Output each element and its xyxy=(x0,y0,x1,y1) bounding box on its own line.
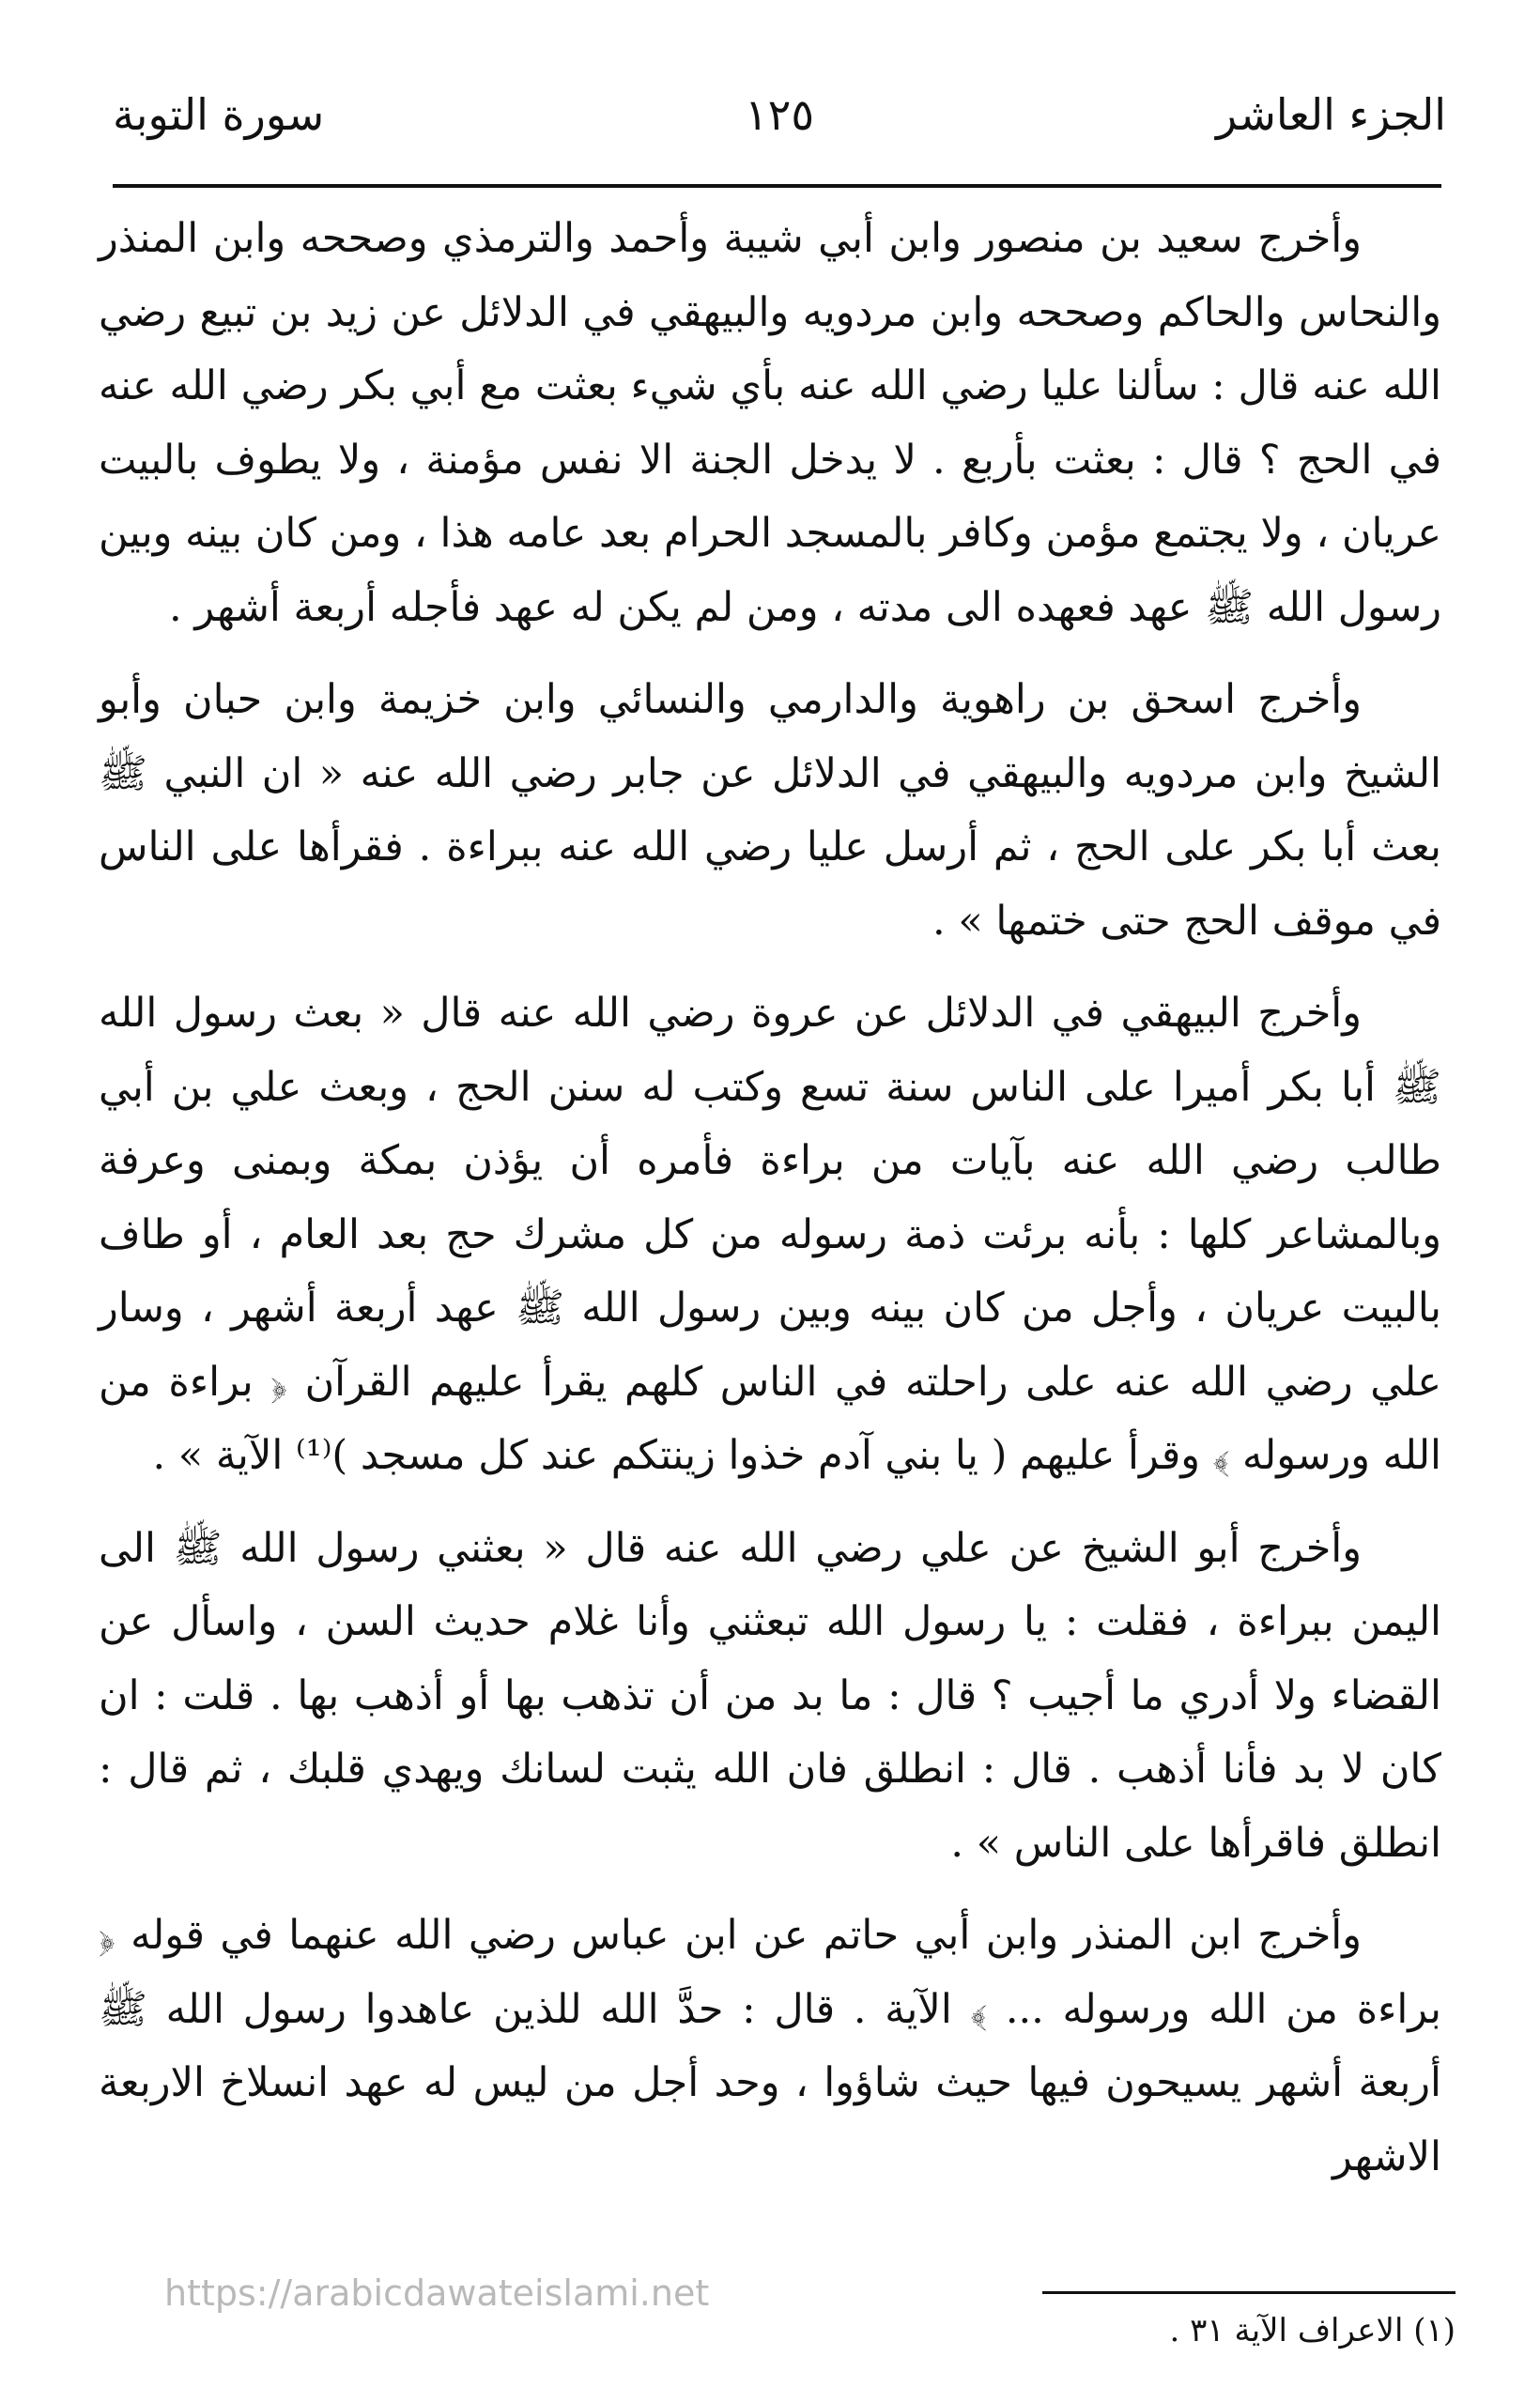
paragraph: وأخرج سعيد بن منصور وابن أبي شيبة وأحمد والترمذي وصححه وابن المنذر والنحاس والحاكم وصححه وابن مردويه والبيهقي في الدلائل عن زيد بن تبيع رضي الله عنه قال : سألنا عليا رضي الله عنه بأي شيء بعثت مع أبي بكر رضي الله عنه في الحج ؟ قال : بعثت بأربع . لا يدخل الجنة الا نفس مؤمنة ، ولا يطوف بالبيت عريان ، ولا يجتمع مؤمن وكافر بالمسجد الحرام بعد عامه هذا ، ومن كان بينه وبين رسول الله ﷺ عهد فعهده الى مدته ، ومن لم يكن له عهد فأجله أربعة أشهر . xyxy=(99,215,1441,631)
page-number: ١٢٥ xyxy=(744,89,815,140)
paragraph: وأخرج أبو الشيخ عن علي رضي الله عنه قال « بعثني رسول الله ﷺ الى اليمن ببراءة ، فقلت : يا رسول الله تبعثني وأنا غلام حديث السن ، واسأل عن القضاء ولا أدري ما أجيب ؟ قال : ما بد من أن تذهب بها أو أذهب بها . قلت : ان كان لا بد فأنا أذهب . قال : انطلق فان الله يثبت لسانك ويهدي قلبك ، ثم قال : انطلق فاقرأها على الناس » . xyxy=(99,1524,1441,1867)
surah-title: سورة التوبة xyxy=(113,89,325,140)
paragraph: وأخرج البيهقي في الدلائل عن عروة رضي الله عنه قال « بعث رسول الله ﷺ أبا بكر أميرا على الناس سنة تسع وكتب له سنن الحج ، وبعث علي بن أبي طالب رضي الله عنه بآيات من براءة فأمره أن يؤذن بمكة وبمنى وعرفة وبالمشاعر كلها : بأنه برئت ذمة رسوله من كل مشرك حج بعد العام ، أو طاف بالبيت عريان ، وأجل من كان بينه وبين رسول الله ﷺ عهد أربعة أشهر ، وسار علي رضي الله عنه على راحلته في الناس كلهم يقرأ عليهم القرآن ﴿ براءة من الله ورسوله ﴾ وقرأ عليهم ( يا بني آدم خذوا زينتكم عند كل مسجد )⁽¹⁾ الآية » . xyxy=(99,990,1441,1479)
main-text xyxy=(99,202,1441,2212)
header-divider xyxy=(113,184,1441,188)
page-header xyxy=(113,89,1446,174)
watermark-url: https://arabicdawateislami.net xyxy=(164,2272,710,2314)
paragraph: وأخرج اسحق بن راهوية والدارمي والنسائي وابن خزيمة وابن حبان وأبو الشيخ وابن مردويه والبيهقي في الدلائل عن جابر رضي الله عنه « ان النبي ﷺ بعث أبا بكر على الحج ، ثم أرسل عليا رضي الله عنه ببراءة . فقرأها على الناس في موقف الحج حتى ختمها » . xyxy=(99,676,1441,945)
paragraph: وأخرج ابن المنذر وابن أبي حاتم عن ابن عباس رضي الله عنهما في قوله ﴿ براءة من الله ورسوله ... ﴾ الآية . قال : حدَّ الله للذين عاهدوا رسول الله ﷺ أربعة أشهر يسيحون فيها حيث شاؤوا ، وحد أجل من ليس له عهد انسلاخ الاربعة الاشهر xyxy=(99,1912,1441,2180)
footnote-divider xyxy=(1042,2291,1455,2294)
juz-title: الجزء العاشر xyxy=(1215,89,1446,140)
footnote: (١) الاعراف الآية ٣١ . xyxy=(1169,2312,1455,2349)
